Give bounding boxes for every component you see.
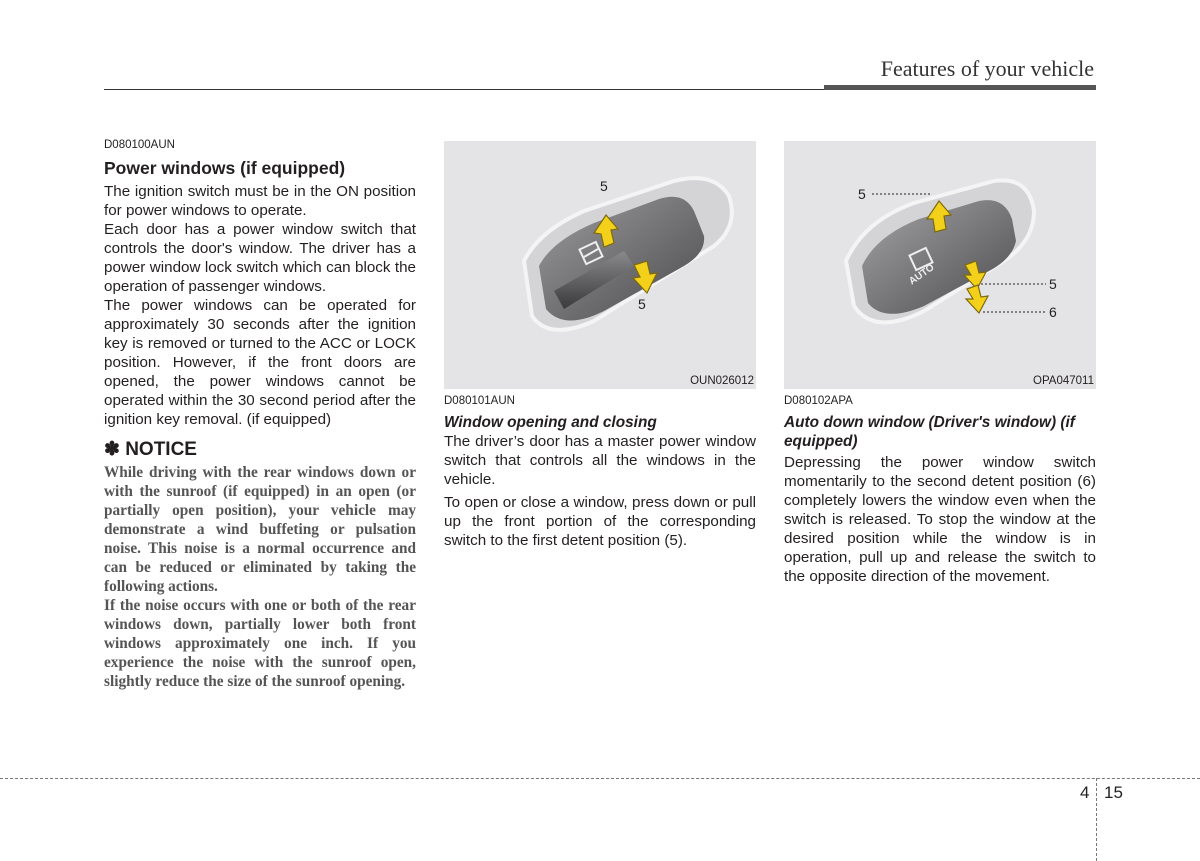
paragraph: Each door has a power window switch that controls the door's window. The driver has a power window lock switch which can block the operation of passenger windows. — [104, 221, 416, 295]
paragraph: Depressing the power window switch momentarily to the second detent position (6) completely lowers the window even when the switch is released. To stop the window at the desired position while the window is in operation, pull up and release the switch to the opposite direction of the movement. — [784, 454, 1096, 585]
notice-paragraph: If the noise occurs with one or both of the rear windows down, partially lower both front windows approximately one inch. If you experience the noise with the sunroof open, slightly reduce the size of the sunroof opening. — [104, 597, 416, 690]
notice-paragraph: While driving with the rear windows down or with the sunroof (if equipped) in an open (or partially open position), your vehicle may demonstrate a wind buffeting or pulsation noise. This noise is a normal occurrence and can be reduced or eliminated by taking the following actions. — [104, 464, 416, 595]
section-heading: Power windows (if equipped) — [104, 158, 346, 178]
page-number: 15 — [1104, 783, 1123, 802]
callout-5-mid: 5 — [1049, 276, 1057, 292]
header-rule-accent — [824, 85, 1096, 90]
window-switch-illustration — [444, 141, 756, 389]
switch-auto-text: AUTO — [907, 262, 937, 288]
callout-5-top: 5 — [858, 186, 866, 202]
section-heading: Window opening and closing — [444, 414, 657, 431]
paragraph: The ignition switch must be in the ON position for power windows to operate. — [104, 183, 416, 219]
section-code: D080102APA — [784, 395, 853, 407]
figure-window-switch — [444, 141, 756, 389]
paragraph: To open or close a window, press down or pull up the front portion of the corresponding switch to the first detent position (5). — [444, 494, 756, 549]
section-code: D080100AUN — [104, 139, 175, 151]
column-power-windows — [104, 138, 416, 691]
notice-title: ✽ NOTICE — [104, 439, 197, 460]
auto-window-switch-illustration — [784, 141, 1096, 389]
footer-divider — [1096, 778, 1097, 861]
footer-rule — [0, 778, 1200, 779]
callout-5-up: 5 — [600, 178, 608, 194]
page-header-title: Features of your vehicle — [880, 56, 1094, 81]
paragraph: The driver’s door has a master power window switch that controls all the windows in the vehicle. — [444, 433, 756, 488]
figure-auto-window-switch — [784, 141, 1096, 389]
callout-6: 6 — [1049, 304, 1057, 320]
paragraph: The power windows can be operated for approximately 30 seconds after the ignition key is removed or turned to the ACC or LOCK position. However, if the front doors are opened, the power windows cannot be operated within the 30 second period after the ignition key removal. (if equipped) — [104, 297, 416, 428]
callout-5-down: 5 — [638, 296, 646, 312]
section-code: D080101AUN — [444, 395, 515, 407]
column-auto-down — [784, 394, 1096, 586]
figure-code: OUN026012 — [690, 375, 754, 387]
chapter-number: 4 — [1080, 783, 1090, 802]
column-window-opening — [444, 394, 756, 550]
figure-code: OPA047011 — [1033, 375, 1094, 387]
section-heading: Auto down window (Driver's window) (if equipped) — [784, 414, 1075, 450]
